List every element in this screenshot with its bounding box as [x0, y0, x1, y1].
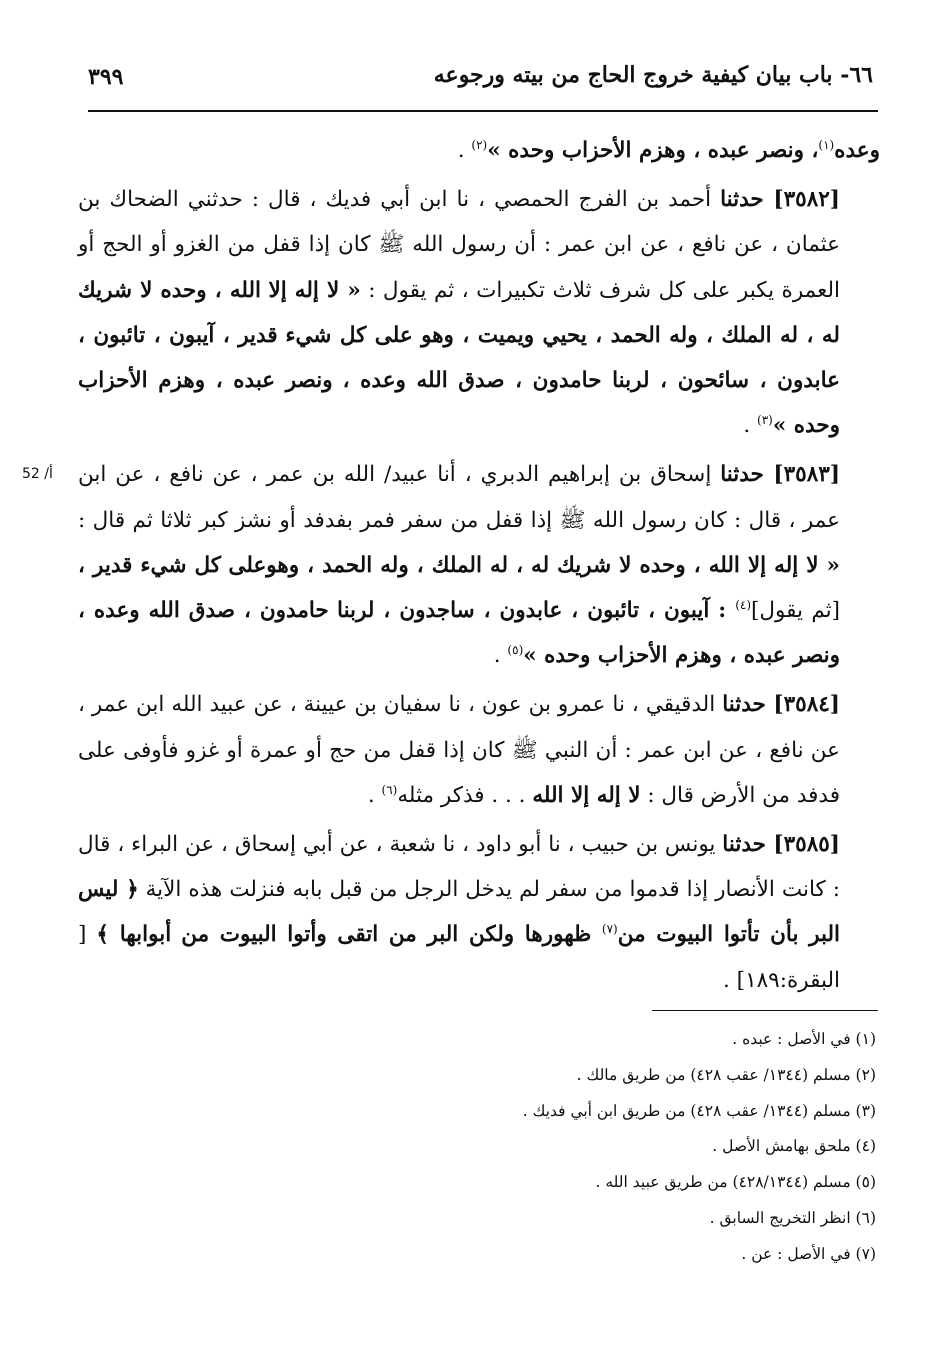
- footnote-item: (٥) مسلم (٤٢٨/١٣٤٤) من طريق عبيد الله .: [595, 1173, 876, 1192]
- bold-text: أبوابها ﴾: [96, 922, 172, 948]
- footnote-item: (١) في الأصل : عبده .: [732, 1030, 876, 1048]
- bold-text: ﴿ ليس البر بأن تأتوا البيوت من: [78, 877, 840, 948]
- bold-text: [٣٥٨٥] حدثنا: [722, 832, 840, 858]
- bold-text: حامدون ، صدق الله وعده ، ونصر عبده ، وهزم الأحزاب وحده »: [78, 598, 840, 669]
- footnote-ref: (٢): [471, 137, 488, 152]
- footnote-item: (٦) انظر التخريج السابق .: [709, 1208, 876, 1227]
- footnotes: [380, 1022, 876, 1273]
- text-run: [ البقرة:١٨٩] .: [78, 922, 840, 993]
- footnote-ref: (٥): [507, 643, 524, 658]
- bold-text: قدير ، آيبون ، تائبون ، عابدون ، سائحون ، لربنا حامدون ، صدق الله وعده ،: [78, 322, 840, 394]
- hadith-paragraph: [78, 177, 880, 448]
- hadith-paragraph: [78, 682, 880, 818]
- bold-text: [٣٥٨٤] حدثنا: [722, 692, 840, 718]
- text-run: الضحاك بن عثمان ، عن نافع ، عن ابن عمر : أن رسول الله ﷺ كان إذا قفل من: [78, 187, 840, 258]
- footnote-ref: (٦): [381, 782, 398, 797]
- footnote-item: (٣) مسلم (١٣٤٤/ عقب ٤٢٨) من طريق ابن أبي فديك .: [522, 1101, 876, 1120]
- header-rule: [88, 110, 878, 112]
- bold-text: وعده: [834, 138, 880, 163]
- text-run: أحمد بن الفرج الحمصي ، نا ابن أبي فديك ، قال : حدثني: [187, 187, 721, 213]
- bold-text: ونصر عبده ، وهزم الأحزاب وحده »: [78, 368, 840, 439]
- text-run: ثم قال :: [78, 507, 153, 533]
- bold-text: ظهورها ولكن البر من اتقى وأتوا البيوت من: [181, 922, 602, 948]
- footnote-item: (٤) ملحق بهامش الأصل .: [712, 1137, 876, 1156]
- footnote-item: (٢) مسلم (١٣٤٤/ عقب ٤٢٨) من طريق مالك .: [576, 1065, 876, 1084]
- text-run: .: [367, 782, 382, 808]
- bold-text: [٣٥٨٢] حدثنا: [720, 187, 840, 213]
- footnote-item: (٧) في الأصل : عن .: [741, 1244, 876, 1263]
- footnote-ref: (١): [818, 137, 835, 152]
- text-run: [ثم يقول]: [751, 598, 841, 624]
- footnote-ref: (٧): [601, 922, 618, 937]
- text-run: الغزو أو الحج أو العمرة يكبر على كل شرف ثلاث تكبيرات ، ثم يقول :: [78, 232, 841, 303]
- text-run: ابن عمر ، عن نافع ، عن ابن عمر : أن النبي ﷺ كان إذا قفل من حج أو عمرة أو: [78, 692, 841, 763]
- main-text: [78, 128, 880, 1003]
- text-run: .: [457, 138, 472, 163]
- hadith-paragraph: [78, 128, 880, 173]
- page-number: ٣٩٩: [88, 64, 124, 90]
- text-run: البراء ، قال : كانت الأنصار إذا قدموا من سفر لم يدخل الرجل من قبل بابه فنزلت هذه: [78, 832, 840, 903]
- text-run: . . . فذكر مثله: [397, 782, 533, 808]
- bold-text: « لا إله إلا الله ، وحده لا شريك له ، له الملك ، وله الحمد ، وهوعلى: [228, 552, 840, 578]
- footnote-ref: (٤): [735, 597, 752, 612]
- bold-text: [٣٥٨٣] حدثنا: [720, 462, 840, 488]
- bold-text: لا إله إلا الله: [532, 782, 641, 808]
- text-run: غزو فأوفى على فدفد من الأرض قال :: [78, 737, 840, 808]
- bold-text: كل شيء قدير ،: [78, 552, 222, 578]
- text-run: الآية: [138, 877, 182, 903]
- text-run: .: [743, 413, 758, 439]
- text-run: إسحاق بن إبراهيم الدبري ، أنا عبيد/ الله بن عمر ، عن نافع ،: [153, 462, 721, 488]
- text-run: يونس بن حبيب ، نا أبو داود ، نا شعبة ، عن أبي إسحاق ، عن: [184, 832, 723, 858]
- hadith-paragraph: [78, 452, 880, 678]
- text-run: .: [493, 643, 508, 669]
- running-header: [88, 58, 873, 102]
- bold-text: « لا إله إلا: [268, 277, 361, 303]
- chapter-title: ٦٦- باب بيان كيفية خروج الحاج من بيته ورجوعه: [433, 62, 873, 88]
- bold-text: الله ، وحده لا شريك له ، له الملك ، وله الحمد ، يحيي ويميت ، وهو على كل شيء: [78, 277, 840, 348]
- bold-text: : آيبون ، تائبون ، عابدون ، ساجدون ، لربنا: [337, 598, 736, 624]
- text-run: الدقيقي ، نا عمرو بن عون ، نا سفيان بن عيينة ، عن عبيد الله: [171, 692, 723, 718]
- footnote-ref: (٣): [757, 413, 773, 428]
- bold-text: ، ونصر عبده ، وهزم الأحزاب وحده »: [487, 138, 819, 163]
- hadith-paragraph: [78, 822, 880, 1003]
- footnote-rule: [652, 1010, 878, 1011]
- manuscript-folio-note: 52 /أ: [22, 466, 53, 482]
- text-run: عن ابن عمر ، قال : كان رسول الله ﷺ إذا قفل من سفر فمر بفدفد أو نشز كبر ثلاثا: [78, 462, 840, 533]
